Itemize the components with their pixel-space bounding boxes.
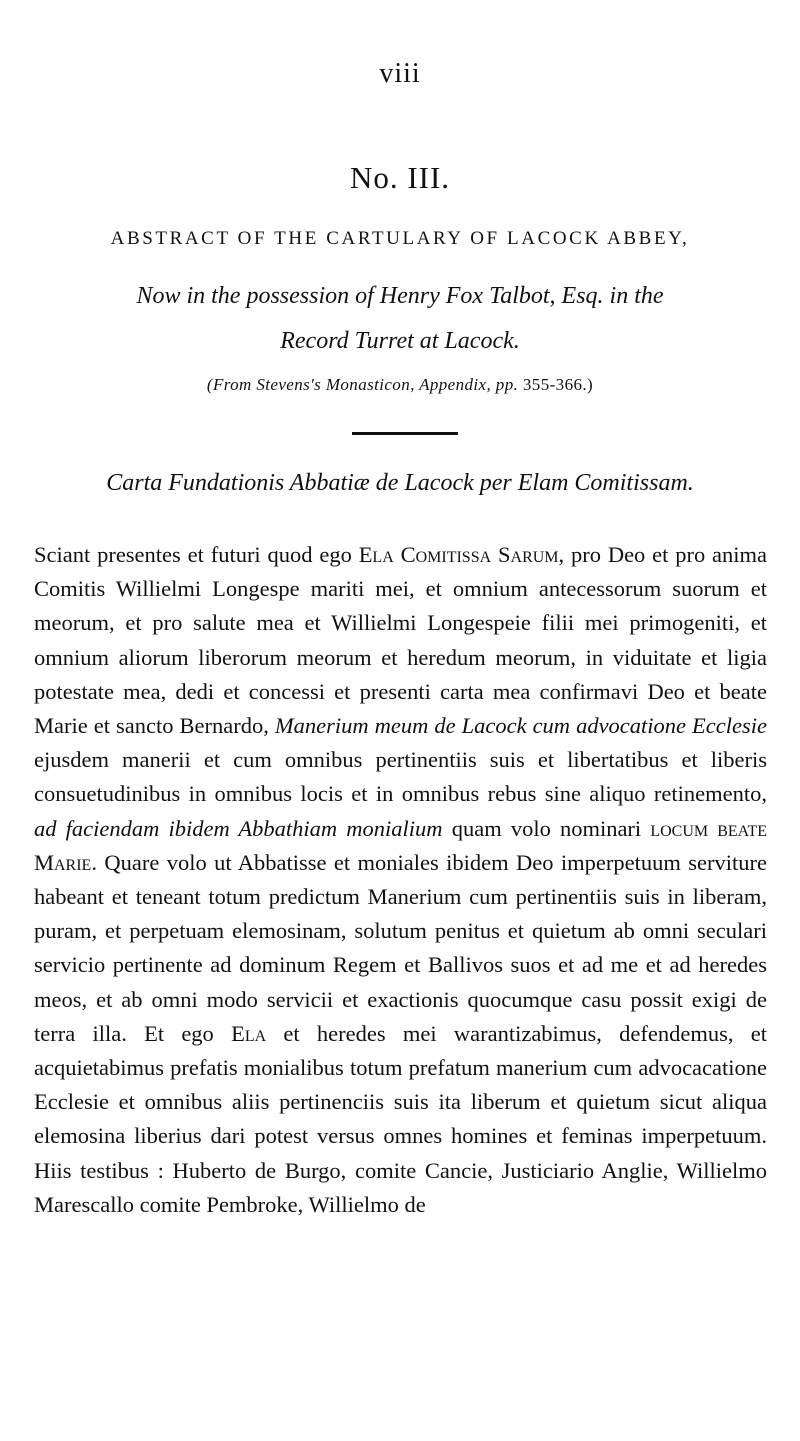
subtitle-line-2: Record Turret at Lacock. [280, 328, 520, 354]
charter-name-ela-comitissa: Ela Comitissa Sarum [358, 542, 559, 567]
source-citation [0, 375, 800, 395]
source-citation-text: (From Stevens's Monasticon, Appendix, pp. [206, 375, 519, 394]
charter-text-segment: ejusdem manerii et cum omnibus pertinentiis suis et libertatibus et liberis consuetudinibus in omnibus locis et in omnibus rebus sine aliquo retinemento, [34, 747, 767, 807]
section-divider [352, 432, 458, 435]
charter-body [34, 538, 767, 1222]
source-citation-pages: 355-366.) [522, 375, 594, 394]
charter-name-locum-beate-marie: locum beate Marie [34, 815, 768, 875]
charter-heading: Carta Fundationis Abbatiæ de Lacock per Elam Comitissam. [106, 470, 694, 496]
charter-text-segment: Sciant presentes et futuri quod ego [34, 542, 352, 567]
charter-name-ela: Ela [231, 1020, 267, 1046]
charter-text-segment: et heredes mei warantizabimus, defendemus, et acquietabimus prefatis monialibus totum prefatum manerium cum advocacatione Ecclesie et omnibus aliis pertinenciis suis ita liberum et quietum sicut aliqua elemosina liberius dari potest versus omnes homines et feminas imperpetuum. Hiis testibus : Huberto de Burgo, comite Cancie, Justiciario Anglie, Willielmo Marescallo comite Pembroke, Willielmo de [34, 1020, 768, 1217]
document-title: ABSTRACT OF THE CARTULARY OF LACOCK ABBEY, [110, 228, 690, 249]
charter-text-segment: quam volo nominari [451, 815, 642, 841]
charter-text-segment: , pro Deo et pro anima Comitis Willielmi Longespe mariti mei, et omnium antecessorum suorum et meorum, et pro salute mea et Willielmi Longespeie filii mei primogeniti, et omnium aliorum liberorum meorum et heredum meorum, in viduitate et ligia potestate mea, dedi et concessi et presenti carta mea confirmavi Deo et beate Marie et sancto Bernardo, [34, 542, 768, 739]
charter-italic-manerium: Manerium meum de Lacock cum advocatione Ecclesie [274, 713, 767, 739]
page-number: viii [379, 58, 421, 89]
charter-text-segment: . Quare volo ut Abbatisse et moniales ibidem Deo imperpetuum serviture habeant et teneant totum predictum Manerium cum pertinentiis suis in liberam, puram, et perpetuam elemosinam, solutum penitus et quietum ab omni seculari servicio pertinente ad dominum Regem et Ballivos suos et ad me et ad heredes meos, et ab omni modo servicii et exactionis quocumque casu possit exigi de terra illa. Et ego [34, 849, 767, 1046]
subtitle-line-1: Now in the possession of Henry Fox Talbot, Esq. in the [136, 283, 664, 309]
charter-italic-abbathiam: ad faciendam ibidem Abbathiam monialium [34, 815, 443, 841]
section-number: No. III. [349, 160, 451, 195]
